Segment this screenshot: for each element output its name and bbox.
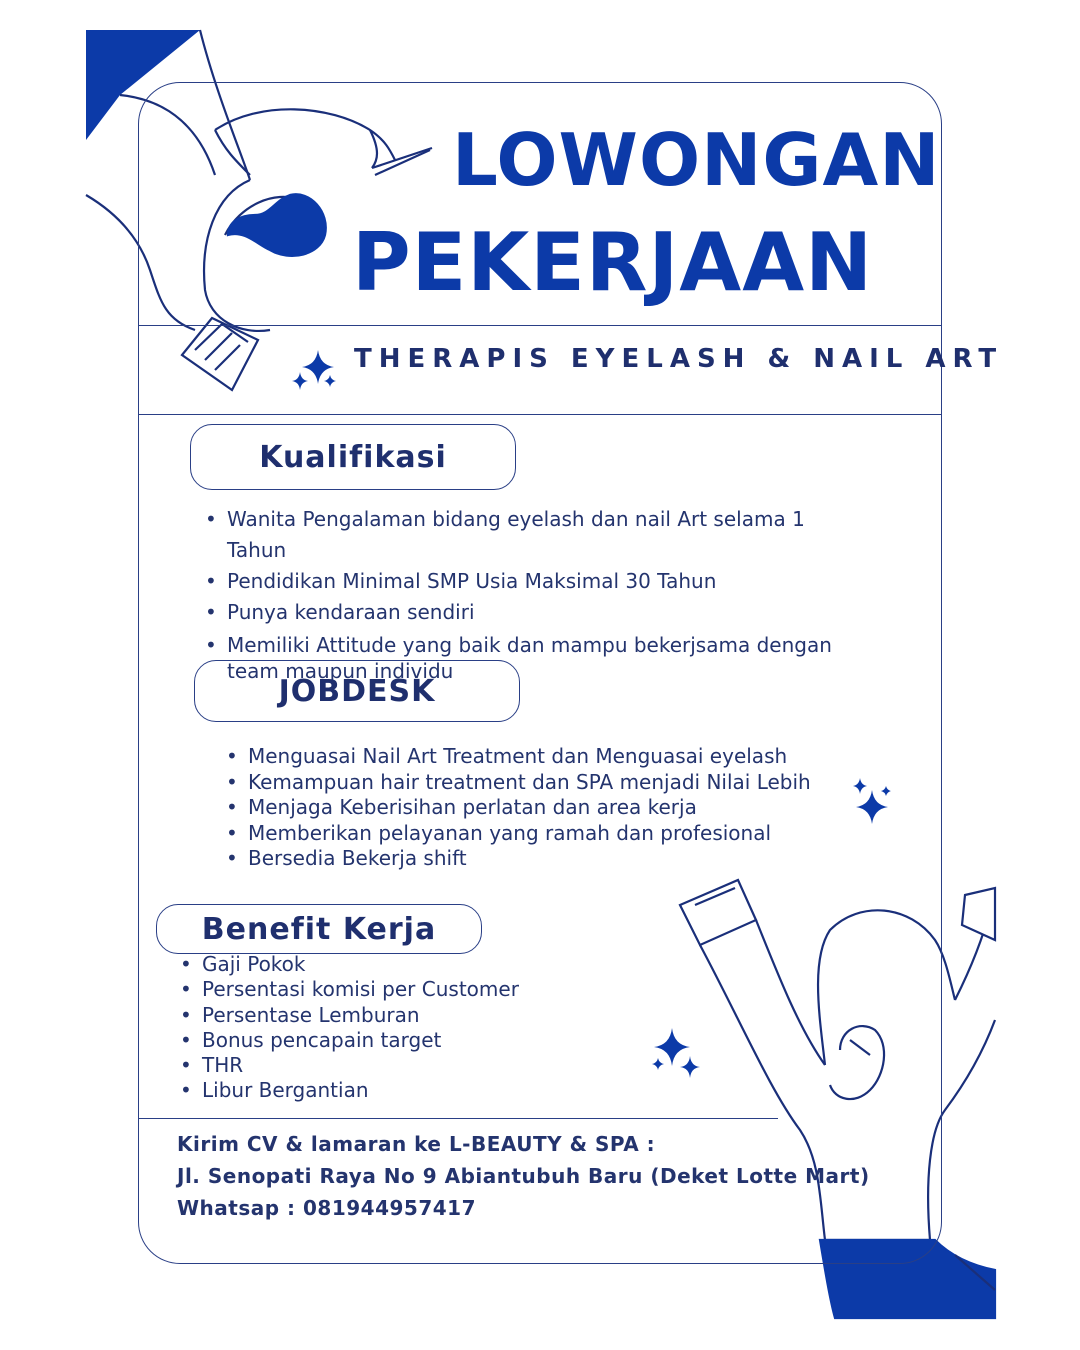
list-item: • Punya kendaraan sendiri <box>205 597 855 628</box>
kualifikasi-heading: Kualifikasi <box>190 424 516 490</box>
title-line-2: PEKERJAAN <box>352 216 874 309</box>
list-item: • Persentase Lemburan <box>180 1003 600 1028</box>
divider <box>138 325 942 326</box>
contact-address: Jl. Senopati Raya No 9 Abiantubuh Baru (Deket Lotte Mart) <box>177 1164 870 1188</box>
list-item: • THR <box>180 1053 600 1078</box>
benefit-heading: Benefit Kerja <box>156 904 482 954</box>
contact-whatsapp: Whatsap : 081944957417 <box>177 1196 476 1220</box>
list-item: • Kemampuan hair treatment dan SPA menjadi Nilai Lebih <box>226 770 826 796</box>
position-subtitle: THERAPIS EYELASH & NAIL ART <box>354 344 1004 374</box>
title-line-1: LOWONGAN <box>452 118 941 202</box>
list-item: • Bersedia Bekerja shift <box>226 846 826 872</box>
list-item: • Menjaga Keberisihan perlatan dan area kerja <box>226 795 826 821</box>
list-item: • Pendidikan Minimal SMP Usia Maksimal 30 Tahun <box>205 566 855 597</box>
list-item: • Persentasi komisi per Customer <box>180 977 600 1002</box>
list-item: • Menguasai Nail Art Treatment dan Menguasai eyelash <box>226 744 826 770</box>
jobdesk-heading: JOBDESK <box>194 660 520 722</box>
list-item: • Gaji Pokok <box>180 952 600 977</box>
contact-send-cv: Kirim CV & lamaran ke L-BEAUTY & SPA : <box>177 1132 656 1156</box>
list-item: • Bonus pencapain target <box>180 1028 600 1053</box>
list-item: • Memiliki Attitude yang baik dan mampu bekerjsama dengan team maupun individu <box>205 632 855 684</box>
list-item: • Memberikan pelayanan yang ramah dan profesional <box>226 821 826 847</box>
list-item: • Libur Bergantian <box>180 1078 600 1103</box>
divider <box>138 1118 778 1119</box>
jobdesk-list <box>226 744 826 872</box>
divider <box>138 414 942 415</box>
kualifikasi-list <box>205 504 855 684</box>
benefit-list <box>180 952 600 1104</box>
list-item: • Wanita Pengalaman bidang eyelash dan nail Art selama 1 Tahun <box>205 504 855 566</box>
